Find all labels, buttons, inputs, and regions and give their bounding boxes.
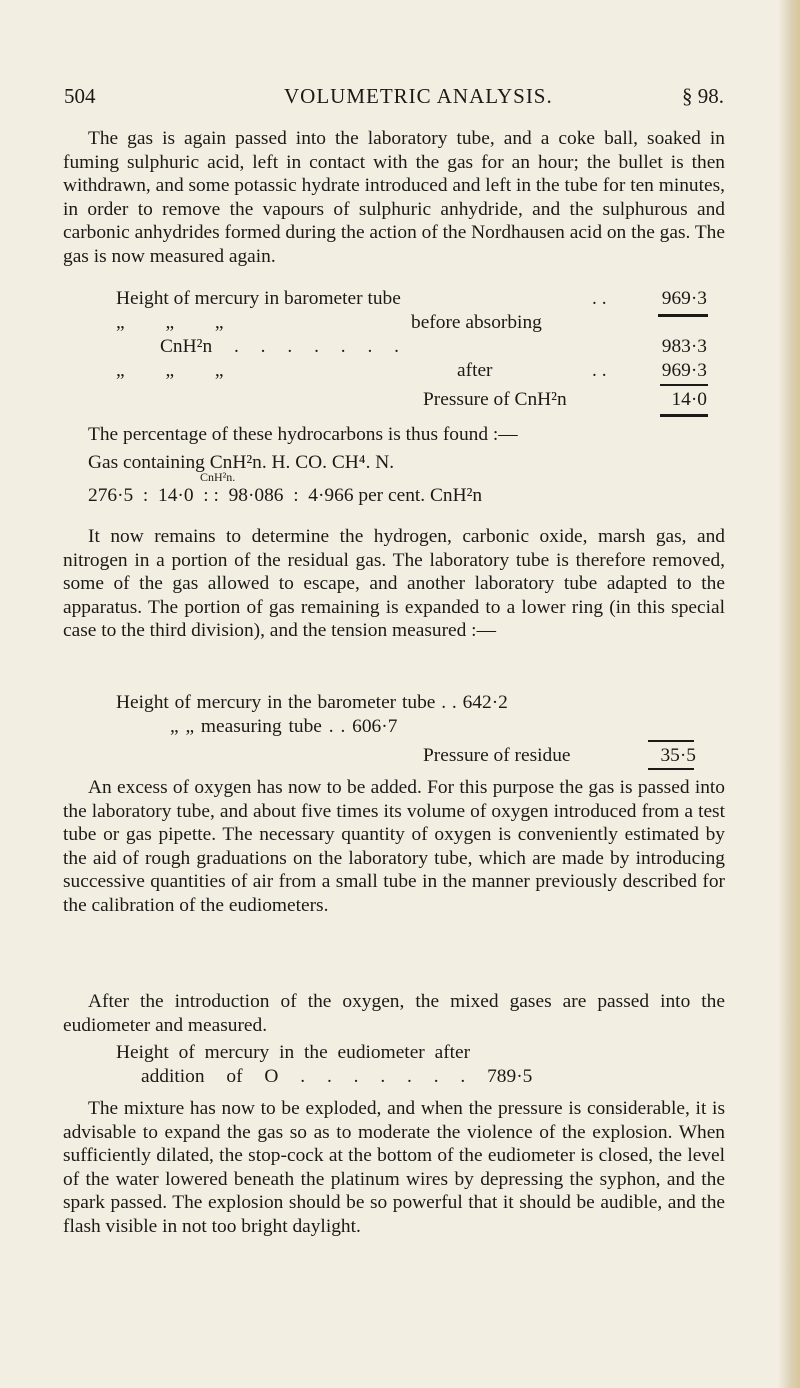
table2-rule-2: [648, 768, 694, 770]
paragraph-6: The mixture has now to be exploded, and when the pressure is considerable, it is advisable to expand the gas so as to moderate the violence of the explosion. When sufficiently dilated, the stop-cock at the bottom of the eudiometer is closed, the level of the water lowered beneath the platinum wires by depressing the syphon, and the spark passed. The explosion should be so powerful that it should be audible, and the flash visible in not too bright daylight.: [63, 1098, 725, 1237]
section-number: § 98.: [682, 84, 724, 108]
table1-row-3: CnH²n . . . . . . . 983·3: [160, 336, 707, 357]
table1-rule-2: [660, 384, 708, 386]
paragraph-2: The percentage of these hydrocarbons is thus found :—: [88, 424, 518, 445]
table1-row-5: Pressure of CnH²n 14·0: [423, 389, 707, 410]
table3-row-1: Height of mercury in the eudiometer after: [116, 1042, 471, 1063]
table1-row-2: „ „ „ before absorbing: [116, 312, 542, 333]
gas-line-header: Gas containing CnH²n. H. CO. CH⁴. N.: [88, 452, 395, 473]
gas-line-values: 276·5 : 14·0 : : 98·086 : 4·966 per cent. CnH²n: [88, 485, 483, 506]
table1-row-1: Height of mercury in barometer tube . . 969·3: [116, 288, 707, 309]
paragraph-5: After the introduction of the oxygen, the mixed gases are passed into the eudiometer and measured.: [63, 991, 725, 1036]
table1-row-4: „ „ „ after . . 969·3: [116, 360, 707, 381]
table2-row-2: „ „ measuring tube . . 606·7: [170, 716, 398, 737]
table2-row-3: Pressure of residue 35·5: [423, 745, 696, 766]
running-title: VOLUMETRIC ANALYSIS.: [284, 84, 553, 108]
table2-row-1: Height of mercury in the barometer tube . . 642·2: [116, 692, 508, 713]
table1-rule-3: [660, 414, 708, 417]
table2-rule-1: [648, 740, 694, 742]
table3-row-2: addition of O . . . . . . . 789·5: [141, 1066, 533, 1087]
paragraph-4: An excess of oxygen has now to be added. For this purpose the gas is passed into the laboratory tube, and about five times its volume of oxygen introduced from a test tube or gas pipette. The necessary quantity of oxygen is conveniently estimated by the aid of rough graduations on the laboratory tube, which are made by introducing successive quantities of air from a small tube in the manner previously described for the calibration of the eudiometers.: [63, 777, 725, 916]
paragraph-3: It now remains to determine the hydrogen, carbonic oxide, marsh gas, and nitrogen in a portion of the residual gas. The laboratory tube is therefore removed, some of the gas allowed to escape, and another laboratory tube adapted to the apparatus. The portion of gas remaining is expanded to a lower ring (in this special case to the third division), and the tension measured :—: [63, 526, 725, 642]
page-header: [64, 84, 724, 114]
page-number: 504: [64, 84, 96, 108]
paragraph-1: The gas is again passed into the laboratory tube, and a coke ball, soaked in fuming sulphuric acid, left in contact with the gas for an hour; the bullet is then withdrawn, and some potassic hydrate introduced and left in the tube for ten minutes, in order to remove the vapours of sulphuric anhydride, and the sulphurous and carbonic anhydrides formed during the action of the Nordhausen acid on the gas. The gas is now measured again.: [63, 128, 725, 267]
gas-line-sub: CnH²n.: [200, 470, 236, 484]
